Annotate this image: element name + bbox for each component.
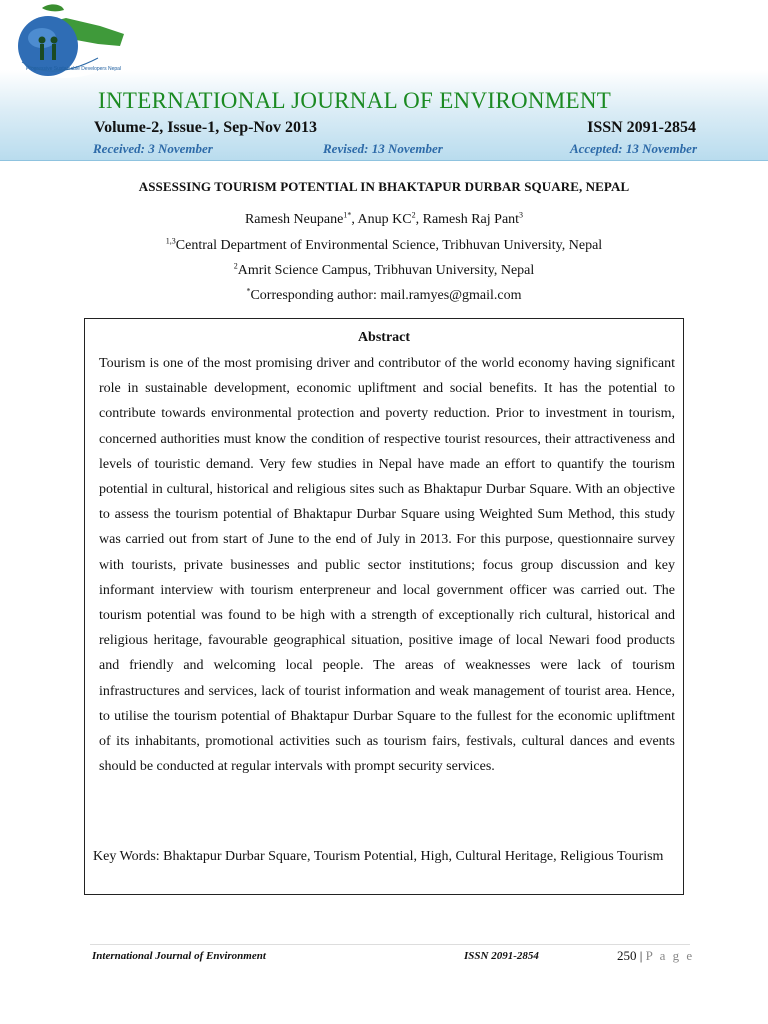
abstract-heading: Abstract (357, 330, 411, 345)
journal-logo (2, 0, 130, 80)
footer-journal: International Journal of Environment (92, 950, 266, 962)
footer-issn: ISSN 2091-2854 (464, 950, 539, 962)
page-separator: | (636, 948, 646, 963)
page-label: P a g e (645, 948, 695, 963)
author-sup: 3 (519, 210, 524, 220)
page-number: 250 (617, 948, 637, 963)
author-list (0, 212, 768, 228)
footer-divider (90, 944, 690, 945)
corresponding-author (0, 288, 768, 304)
abstract-text: Tourism is one of the most promising driver and contributor of the world economy having significant role in sustainable development, economic upliftment and social benefits. It has the potential to contribute towards environmental protection and poverty reduction. Prior to investment in tourism, concerned authorities must know the condition of respective tourist resources, their attractiveness and levels of touristic demand. Very few studies in Nepal have made an effort to quantify the tourism potential in cultural, historical and religious sites such as Bhaktapur Durbar Square. With an objective to assess the tourism potential of Bhaktapur Durbar Square using Weighted Sum Method, this study was carried out from start of June to the end of July in 2013. For this purpose, questionnaire survey with tourists, private businesses and public sector institutions; focus group discussion and key informant interview with tourism enterpreneur and local government officer was carried out. The tourism potential was found to be high with a strength of exceptionally rich cultural, historical and religious heritage, favourable geographical situation, positive image of local Newari food products and friendly and welcoming local people. The areas of weaknesses were lack of tourism infrastructures and services, lack of tourist information and weak management of tourist area. Hence, to utilise the tourism potential of Bhaktapur Durbar Square to the fullest for the economic upliftment of its inhabitants, promotional activities such as tourism fairs, festivals, cultural dances and events should be conducted at regular intervals with prompt security services. (99, 356, 675, 775)
abstract-box (84, 318, 684, 895)
paper-title: ASSESSING TOURISM POTENTIAL IN BHAKTAPUR DURBAR SQUARE, NEPAL (138, 179, 630, 194)
author-sep: , (415, 212, 423, 227)
affiliation-text: Amrit Science Campus, Tribhuvan University, Nepal (237, 263, 535, 278)
affiliation-sup: 2 (233, 261, 238, 271)
keywords: Key Words: Bhaktapur Durbar Square, Tourism Potential, High, Cultural Heritage, Religious Tourism (93, 849, 664, 864)
issn-header: ISSN 2091-2854 (587, 119, 696, 136)
author-sep: , (351, 212, 358, 227)
affiliation-text: Corresponding author: mail.ramyes@gmail.com (250, 288, 522, 303)
author-sup: 1* (343, 210, 352, 220)
affiliation-sup: * (246, 286, 251, 296)
author-sup: 2 (411, 210, 416, 220)
received-date: Received: 3 November (93, 141, 213, 156)
affiliation-text: Central Department of Environmental Science, Tribhuvan University, Nepal (175, 238, 603, 253)
author-name: Ramesh Neupane (244, 212, 344, 227)
journal-title: INTERNATIONAL JOURNAL OF ENVIRONMENT (98, 88, 612, 113)
affiliation-sup: 1,3 (165, 236, 176, 246)
volume-info: Volume-2, Issue-1, Sep-Nov 2013 (94, 119, 317, 136)
footer-page (617, 948, 694, 964)
affiliation-1 (0, 238, 768, 254)
author-name: Anup KC (357, 212, 412, 227)
revised-date: Revised: 13 November (323, 141, 443, 156)
affiliation-2 (0, 263, 768, 279)
accepted-date: Accepted: 13 November (569, 141, 697, 156)
logo-text: Progressive Sustainable Developers Nepal (26, 66, 122, 72)
author-name: Ramesh Raj Pant (422, 212, 520, 227)
